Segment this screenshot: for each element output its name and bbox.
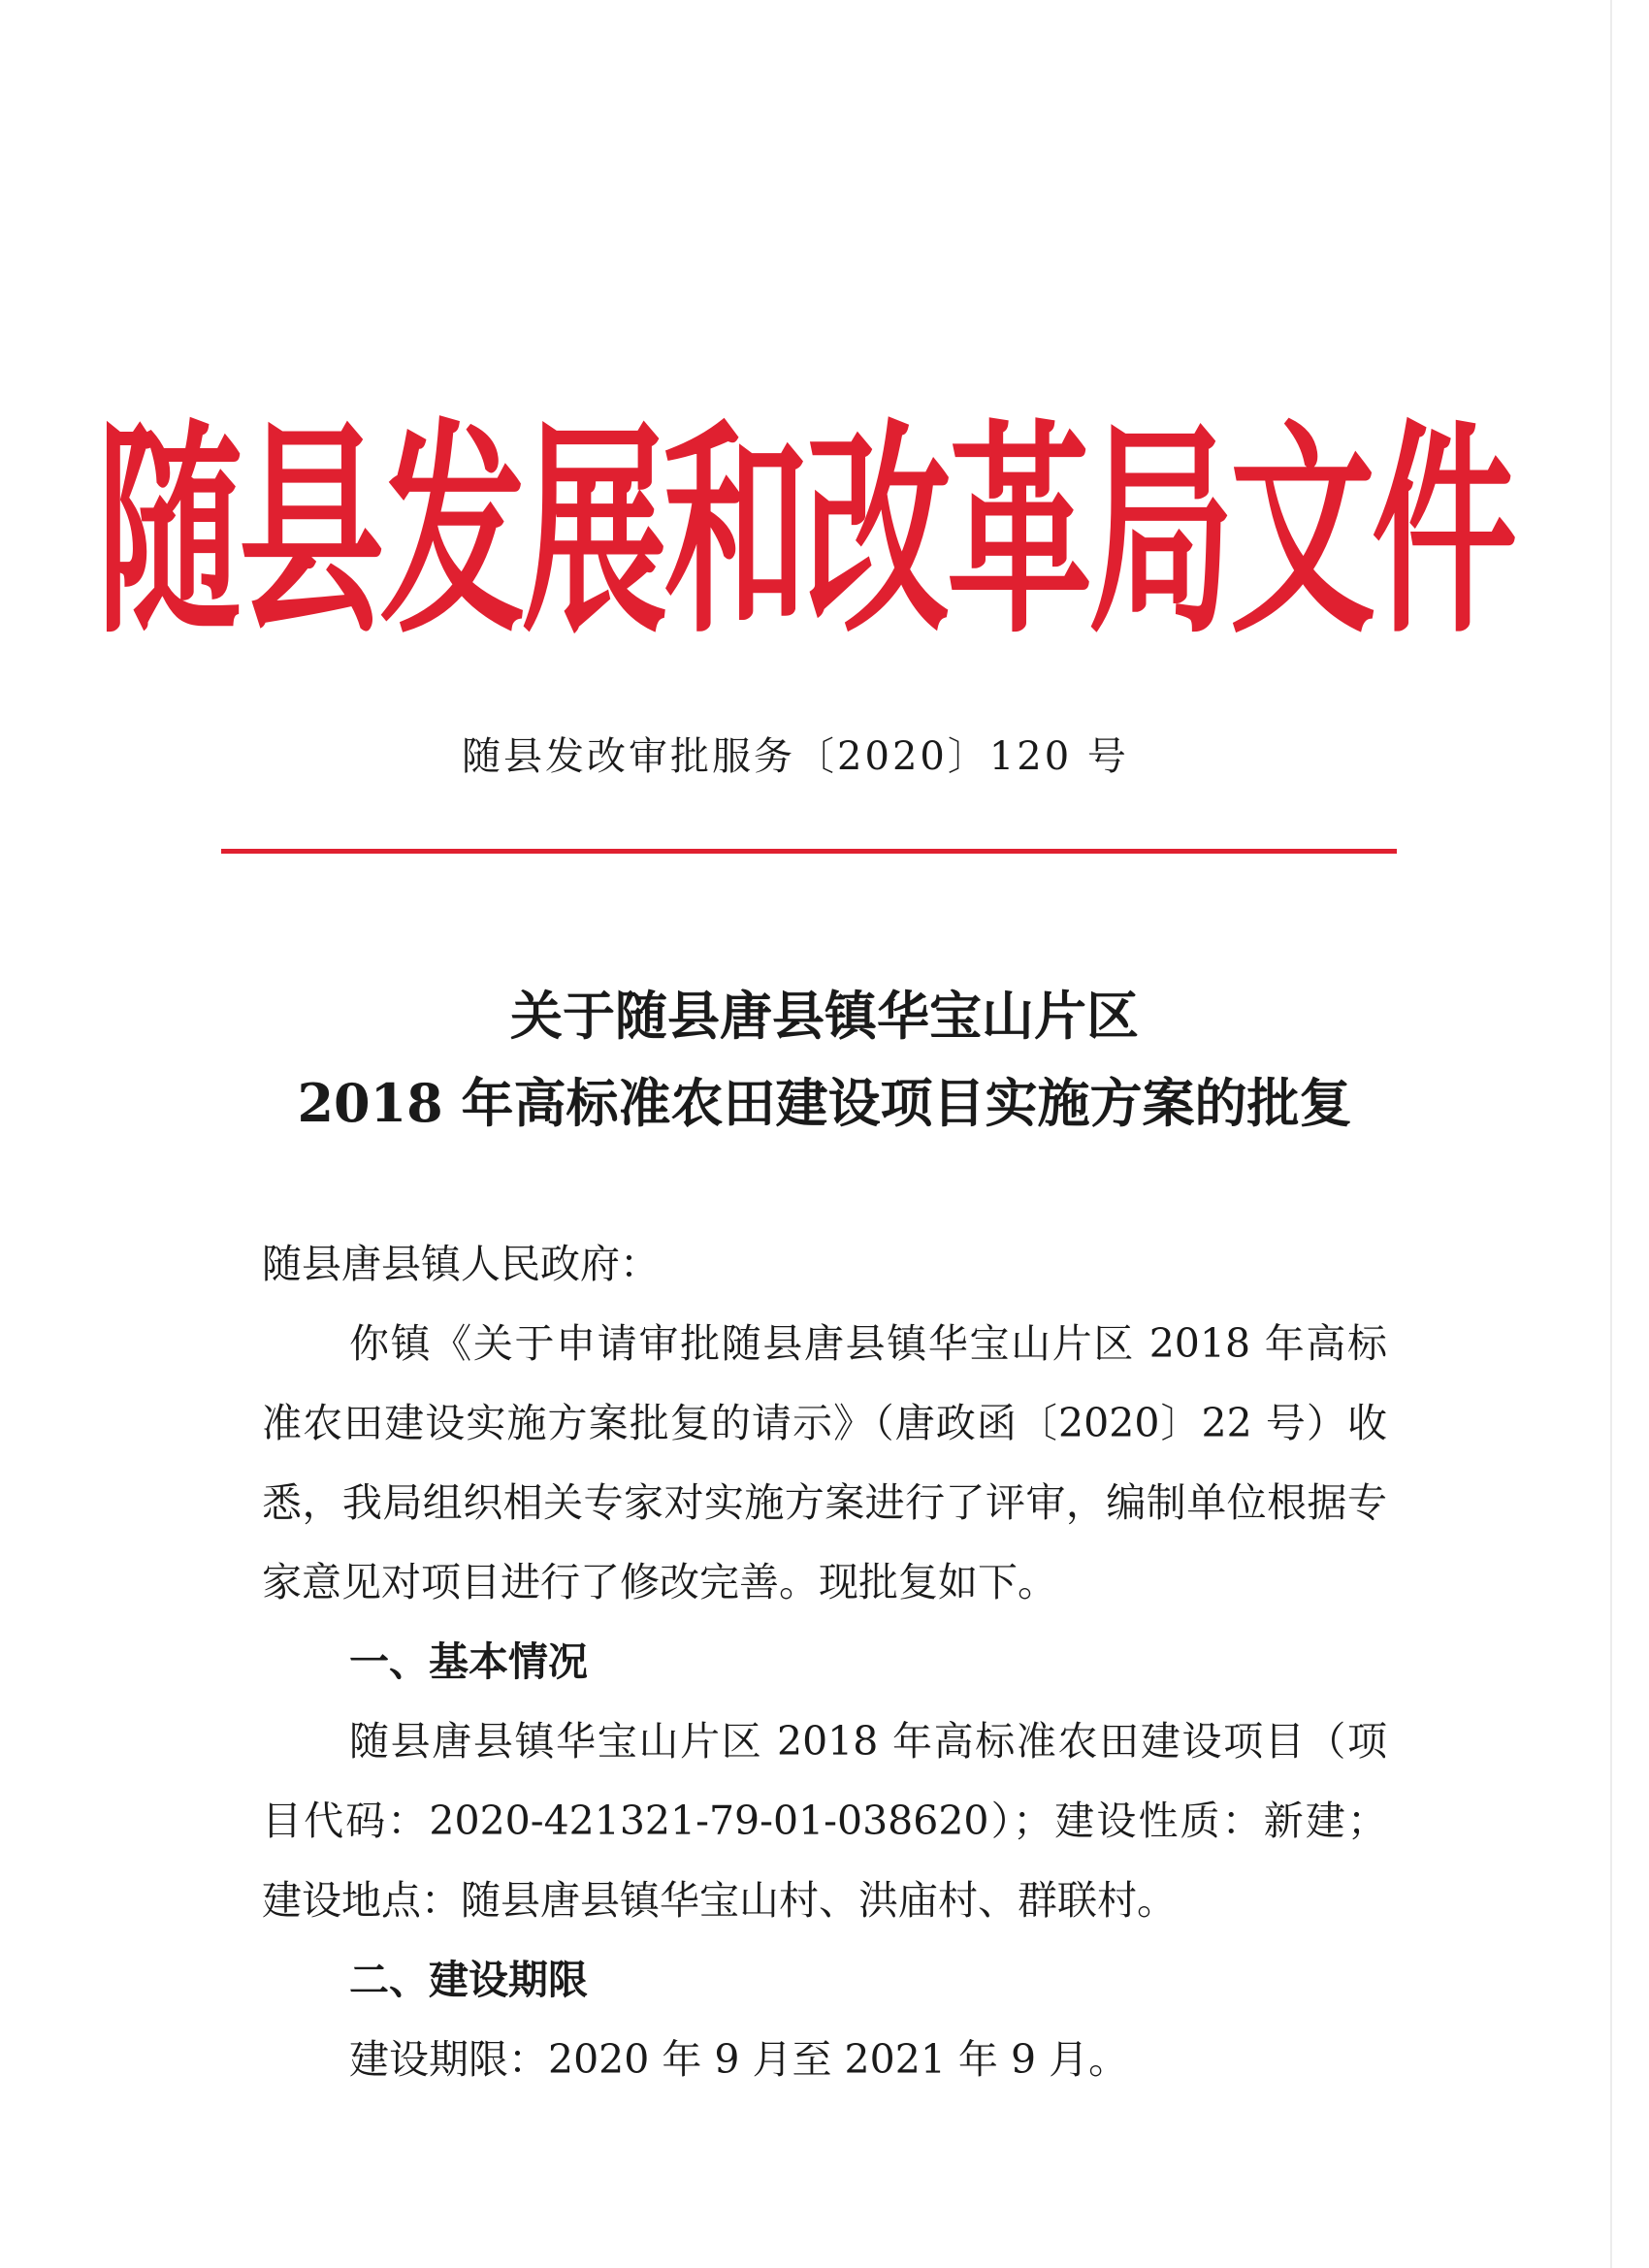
scan-edge-line	[1610, 0, 1612, 2268]
document-number: 随县发改审批服务〔2020〕120 号	[462, 734, 1129, 779]
red-separator-line	[221, 849, 1397, 854]
masthead-title: 随县发展和改革局文件	[97, 403, 1514, 664]
paragraph-construction-period: 建设期限：2020 年 9 月至 2021 年 9 月。	[349, 2036, 1129, 2083]
salutation: 随县唐县镇人民政府：	[262, 1241, 660, 1287]
section-heading-construction-period: 二、建设期限	[349, 1957, 588, 2003]
section-heading-basic-info: 一、基本情况	[349, 1638, 588, 1685]
document-masthead	[97, 403, 1514, 664]
document-title-line-2: 2018 年高标准农田建设项目实施方案的批复	[297, 1072, 1352, 1134]
paragraph-intro: 你镇《关于申请审批随县唐县镇华宝山片区 2018 年高标准农田建设实施方案批复的请示》（唐政函〔2020〕22 号）收悉，我局组织相关专家对实施方案进行了评审，编制单位根据专家意见对项目进行了修改完善。现批复如下。	[262, 1320, 1387, 1605]
document-title-line-1: 关于随县唐县镇华宝山片区	[510, 985, 1139, 1047]
paragraph-basic-info: 随县唐县镇华宝山片区 2018 年高标准农田建设项目（项目代码：2020-421321-79-01-038620）；建设性质：新建；建设地点：随县唐县镇华宝山村、洪庙村、群联村。	[262, 1718, 1387, 1924]
